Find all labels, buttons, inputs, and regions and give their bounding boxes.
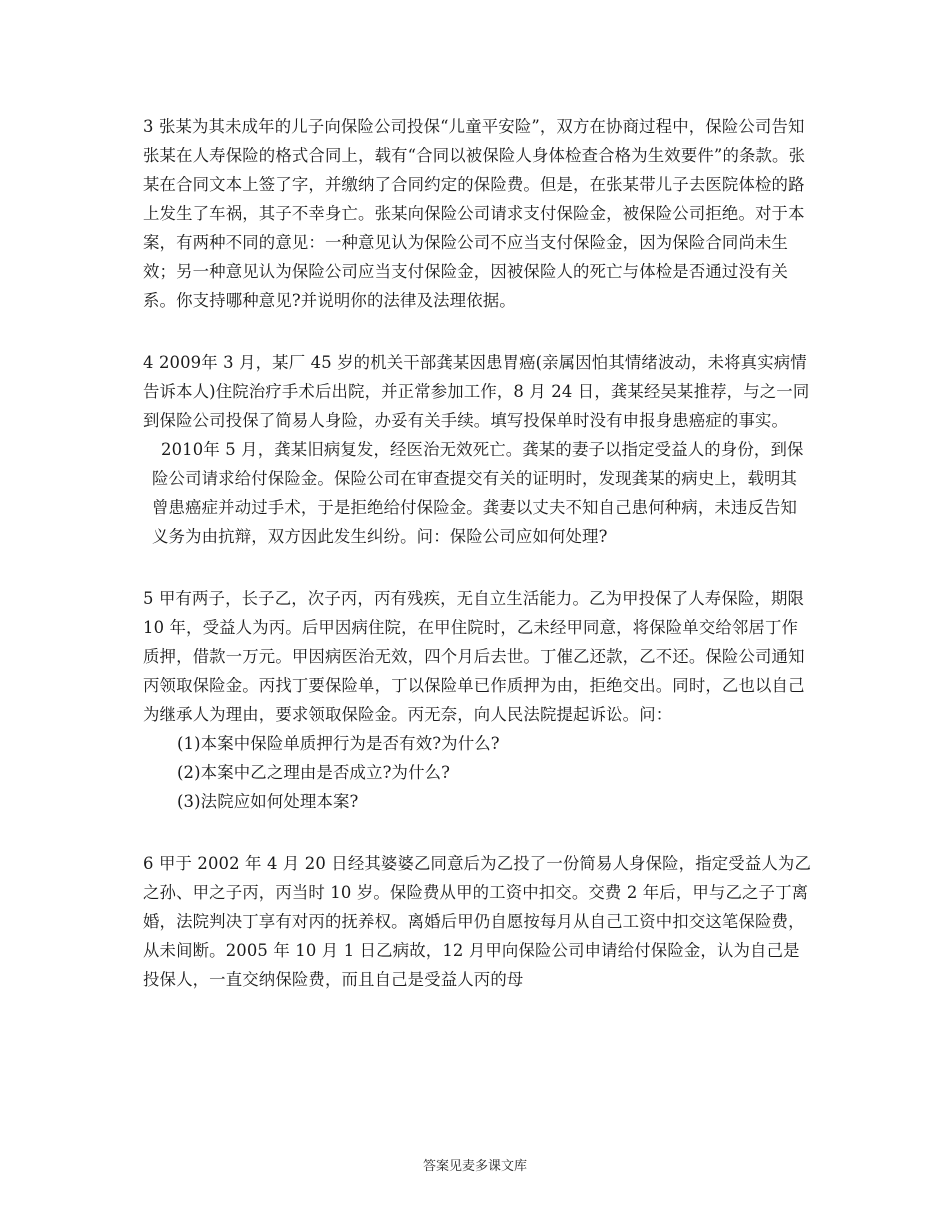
page-footer: 答案见麦多课文库 [422, 1159, 527, 1174]
sub-question: (2)本案中乙之理由是否成立?为什么? [177, 763, 451, 782]
question-3-text: 3 张某为其未成年的儿子向保险公司投保“儿童平安险”，双方在协商过程中，保险公司告知张某在人寿保险的格式合同上，载有“合同以被保险人身体检查合格为生效要件”的条款。张某在合同文本上签了字，并缴纳了合同约定的保险费。但是，在张某带儿子去医院体检的路上发生了车祸，其子不幸身亡。张某向保险公司请求支付保险金，被保险公司拒绝。对于本案，有两种不同的意见：一种意见认为保险公司不应当支付保险金，因为保险合同尚未生效；另一种意见认为保险公司应当支付保险金，因被保险人的死亡与体检是否通过没有关系。你支持哪种意见?并说明你的法律及法理依据。 [143, 117, 806, 310]
question-4 [143, 348, 813, 551]
question-4-text: 4 2009年 3 月，某厂 45 岁的机关干部龚某因患胃癌(亲属因怕其情绪波动，未将真实病情告诉本人)住院治疗手术后出院，并正常参加工作，8 月 24 日，龚某经吴某推荐，与之一同到保险公司投保了简易人身险，办妥有关手续。填写投保单时没有申报身患癌症的事实。 [143, 353, 810, 430]
question-4-continuation: 2010年 5 月，龚某旧病复发，经医治无效死亡。龚某的妻子以指定受益人的身份，到保险公司请求给付保险金。保险公司在审查提交有关的证明时，发现龚某的病史上，载明其曾患癌症并动过手术，于是拒绝给付保险金。龚妻以丈夫不知自己患何种病，未违反告知义务为由抗辩，双方因此发生纠纷。问：保险公司应如何处理? [152, 440, 804, 546]
sub-question: (3)法院应如何处理本案? [177, 792, 359, 811]
question-3 [143, 112, 813, 315]
sub-question: (1)本案中保险单质押行为是否有效?为什么? [177, 734, 500, 753]
question-6-text: 6 甲于 2002 年 4 月 20 日经其婆婆乙同意后为乙投了一份简易人身保险，指定受益人为乙之孙、甲之子丙，丙当时 10 岁。保险费从甲的工资中扣交。交费 2 年后，甲与乙之子丁离婚，法院判决丁享有对丙的抚养权。离婚后甲仍自愿按每月从自己工资中扣交这笔保险费，从未间断。2005 年 10 月 1 日乙病故，12 月甲向保险公司申请给付保险金，认为自己是投保人，一直交纳保险费，而且自己是受益人丙的母 [143, 854, 811, 989]
question-6 [143, 849, 813, 994]
question-5-sub-questions [143, 729, 813, 816]
document-body [143, 112, 813, 1027]
question-5 [143, 584, 813, 816]
question-5-text: 5 甲有两子，长子乙，次子丙，丙有残疾，无自立生活能力。乙为甲投保了人寿保险，期限 10 年，受益人为丙。后甲因病住院，在甲住院时，乙未经甲同意，将保险单交给邻居丁作质押，借款一万元。甲因病医治无效，四个月后去世。丁催乙还款，乙不还。保险公司通知丙领取保险金。丙找丁要保险单，丁以保险单已作质押为由，拒绝交出。同时，乙也以自己为继承人为理由，要求领取保险金。丙无奈，向人民法院提起诉讼。问： [143, 589, 805, 724]
